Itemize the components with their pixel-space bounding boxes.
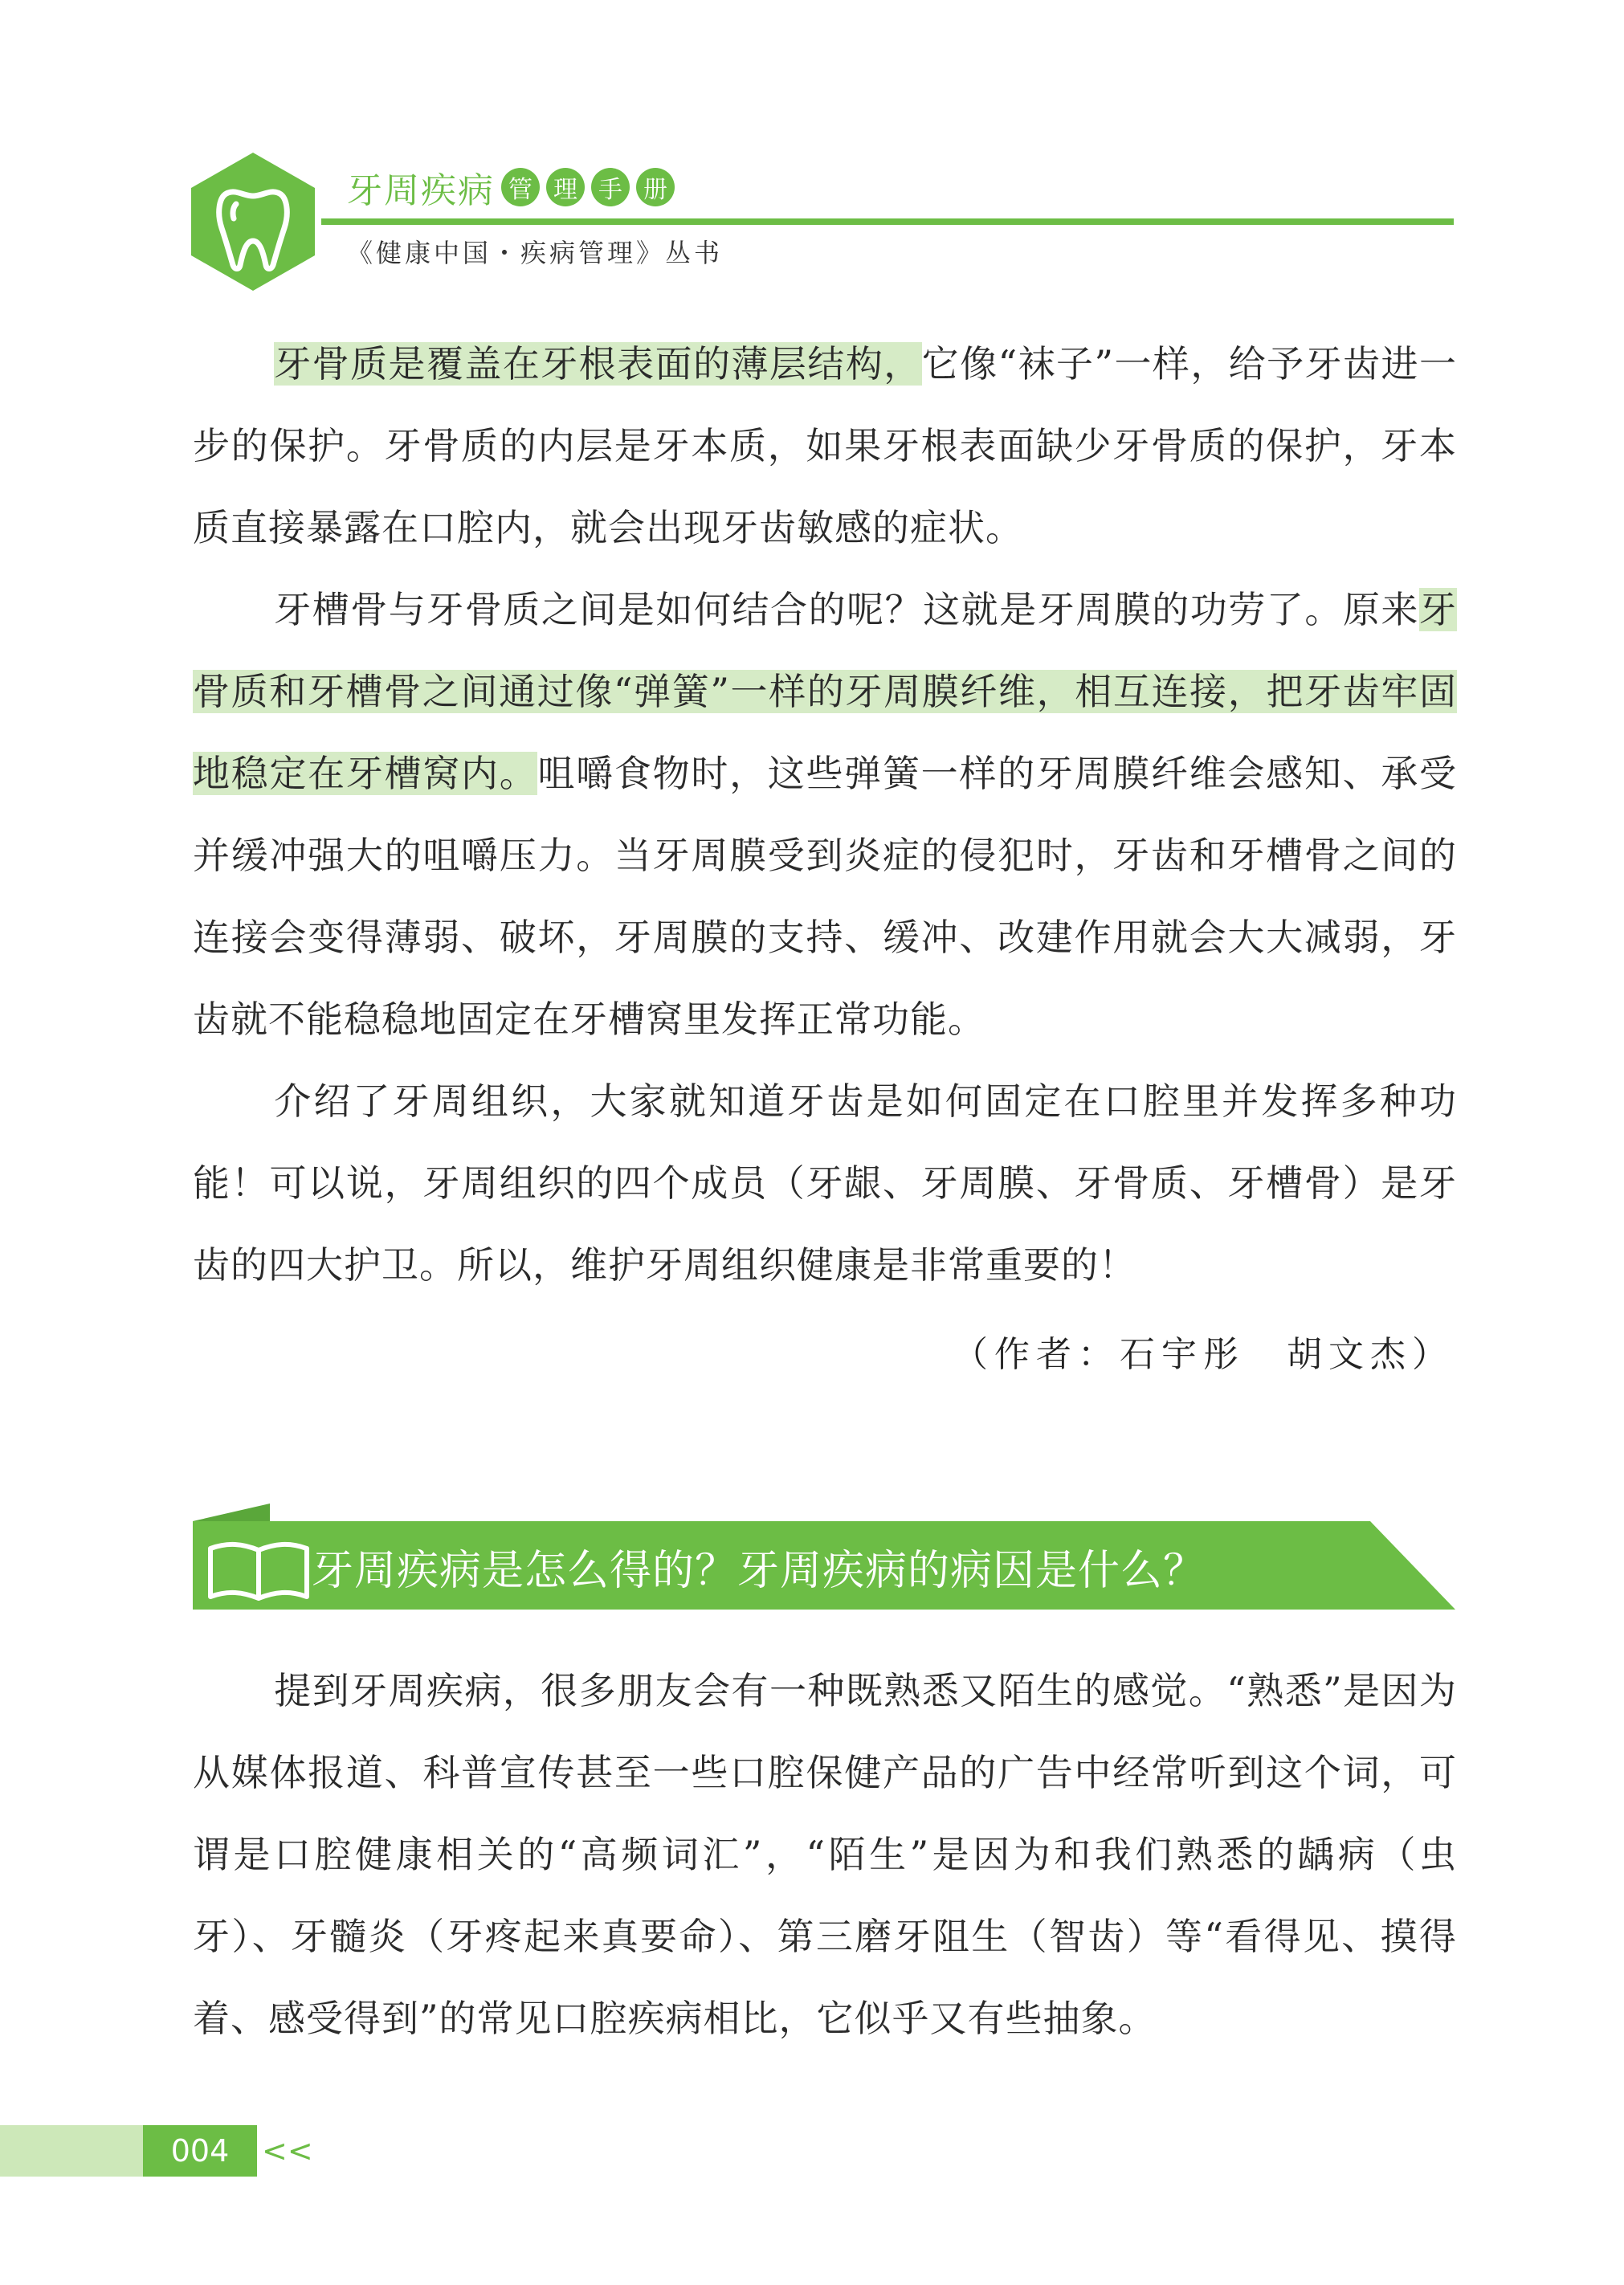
header-title-circle: 册	[636, 168, 675, 206]
paragraph-text: 牙槽骨与牙骨质之间是如何结合的呢？这就是牙周膜的功劳了。原来	[274, 588, 1419, 631]
header-title-main: 牙周疾病	[347, 170, 495, 211]
highlighted-text: 牙骨质是覆盖在牙根表面的薄层结构，	[274, 342, 922, 386]
header-title-circle: 理	[546, 168, 585, 206]
header-title-circle: 管	[501, 168, 540, 206]
paragraph-text: 咀嚼食物时，这些弹簧一样的牙周膜纤维会感知、承受并缓冲强大的咀嚼压力。当牙周膜受到炎症的侵犯时，牙齿和牙槽骨之间的连接会变得薄弱、破坏，牙周膜的支持、缓冲、改建作用就会大大减弱，牙齿就不能稳稳地固定在牙槽窝里发挥正常功能。	[193, 752, 1457, 1041]
page-number: 004	[143, 2125, 257, 2177]
paragraph-text: 介绍了牙周组织，大家就知道牙齿是如何固定在口腔里并发挥多种功能！可以说，牙周组织的四个成员（牙龈、牙周膜、牙骨质、牙槽骨）是牙齿的四大护卫。所以，维护牙周组织健康是非常重要的！	[193, 1079, 1457, 1287]
footer-bar	[0, 2125, 143, 2177]
paragraph-text: 它像“袜子”一样，给予牙齿进一步的保护。牙骨质的内层是牙本质，如果牙根表面缺少牙骨质的保护，牙本质直接暴露在口腔内，就会出现牙齿敏感的症状。	[193, 342, 1458, 549]
section-title: 牙周疾病是怎么得的？牙周疾病的病因是什么？	[312, 1546, 1206, 1595]
paragraph-2	[193, 569, 1457, 1060]
header-title	[347, 161, 675, 214]
header-title-circle: 手	[591, 168, 630, 206]
section-paragraph: 提到牙周疾病，很多朋友会有一种既熟悉又陌生的感觉。“熟悉”是因为从媒体报道、科普宣传甚至一些口腔保健产品的广告中经常听到这个词，可谓是口腔健康相关的“高频词汇”，“陌生”是因为和我们熟悉的龋病（虫牙）、牙髓炎（牙疼起来真要命）、第三磨牙阻生（智齿）等“看得见、摸得着、感受得到”的常见口腔疾病相比，它似乎又有些抽象。	[193, 1669, 1457, 2040]
paragraph-1	[193, 323, 1457, 569]
paragraph-3	[193, 1060, 1457, 1306]
tooth-logo	[190, 151, 316, 292]
chevron-left-icon: <<	[262, 2133, 313, 2169]
author-credit: （作者：石宇彤 胡文杰）	[953, 1334, 1454, 1375]
highlighted-text: 牙骨质和牙槽骨之间通过像“弹簧”一样的牙周膜纤维，相互连接，把牙齿牢固地稳定在牙槽窝内。	[193, 588, 1457, 795]
series-name: 《健康中国・疾病管理》丛书	[347, 238, 724, 268]
header-divider	[321, 218, 1454, 225]
